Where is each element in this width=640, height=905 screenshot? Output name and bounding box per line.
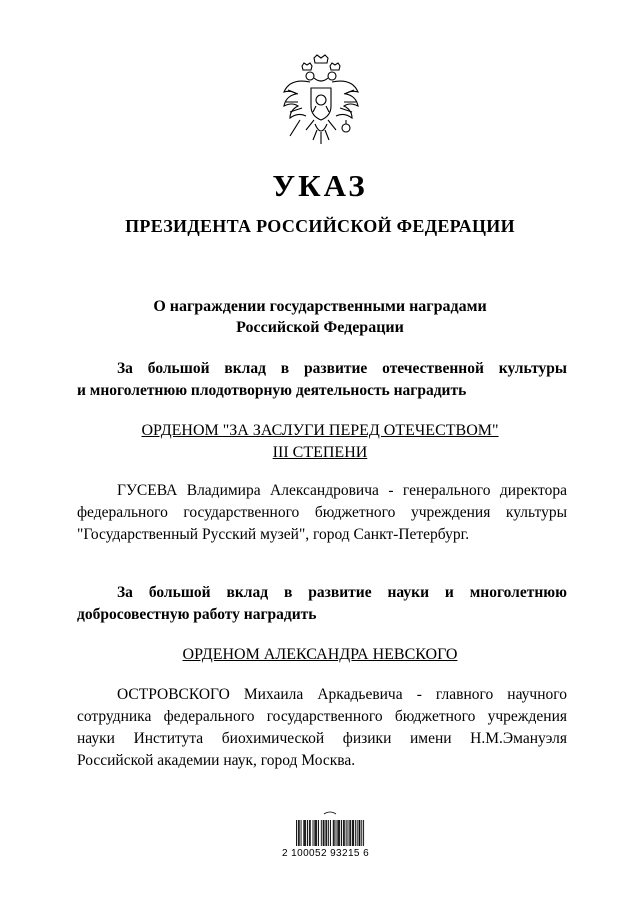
- barcode-bar: [341, 820, 342, 846]
- barcode-number: 2 100052 93215 6: [282, 848, 370, 859]
- document-title: УКАЗ: [272, 168, 368, 203]
- section1-order: [0, 420, 640, 464]
- recipient-line: науки Института биохимической физики имени Н.М.Эмануэля: [77, 730, 567, 747]
- order-degree-line: III СТЕПЕНИ: [272, 444, 368, 461]
- order-name-line: ОРДЕНОМ "ЗА ЗАСЛУГИ ПЕРЕД ОТЕЧЕСТВОМ": [141, 422, 499, 439]
- barcode-bar: [359, 820, 360, 846]
- barcode-bar: [350, 820, 351, 846]
- barcode-bar: [298, 820, 299, 846]
- section1-intro-line: За большой вклад в развитие отечественной культуры: [117, 360, 567, 377]
- section2-recipient: [77, 684, 567, 772]
- barcode-bar: [296, 820, 297, 846]
- barcode-bar: [325, 820, 326, 846]
- barcode-icon: [290, 810, 370, 870]
- barcode-bar: [344, 820, 345, 846]
- barcode-bar: [334, 820, 335, 846]
- recipient-line: сотрудника федерального государственного бюджетного учреждения: [77, 708, 567, 725]
- barcode-bar: [349, 820, 350, 846]
- recipient-line: ГУСЕВА Владимира Александровича - генерального директора: [117, 482, 567, 499]
- barcode-bar: [305, 820, 306, 846]
- barcode-bar: [353, 820, 354, 846]
- barcode-bar: [310, 820, 311, 846]
- barcode-bar: [343, 820, 344, 846]
- decree-topic-line: О награждении государственными наградами: [153, 298, 487, 315]
- barcode-bar: [316, 820, 317, 846]
- decree-topic-line: Российской Федерации: [236, 319, 404, 336]
- section1-recipient: [77, 480, 567, 546]
- document-subtitle: ПРЕЗИДЕНТА РОССИЙСКОЙ ФЕДЕРАЦИИ: [125, 216, 515, 236]
- section2-intro-line: добросовестную работу наградить: [77, 606, 317, 623]
- section2-intro: [77, 582, 567, 626]
- barcode-bar: [352, 820, 353, 846]
- barcode-bar: [330, 820, 331, 846]
- barcode-bar: [346, 820, 347, 846]
- coat-of-arms-icon: [280, 54, 362, 154]
- barcode-bar: [328, 820, 329, 846]
- recipient-line: ОСТРОВСКОГО Михаила Аркадьевича - главного научного: [117, 686, 567, 703]
- barcode-bar: [338, 820, 339, 846]
- section2-intro-line: За большой вклад в развитие науки и многолетнюю: [117, 584, 567, 601]
- barcode-bar: [357, 820, 358, 846]
- barcode-bar: [318, 820, 319, 846]
- order-name-line: ОРДЕНОМ АЛЕКСАНДРА НЕВСКОГО: [182, 646, 458, 663]
- barcode-bar: [359, 820, 360, 846]
- barcode-bar: [309, 820, 310, 846]
- barcode-bar: [363, 820, 364, 846]
- recipient-line: "Государственный Русский музей", город Санкт-Петербург.: [77, 526, 470, 543]
- barcode-bar: [336, 820, 337, 846]
- barcode-bar: [326, 820, 327, 846]
- barcode-bar: [323, 820, 324, 846]
- barcode-bar: [361, 820, 362, 846]
- barcode-bar: [299, 820, 300, 846]
- barcode-bar: [355, 820, 356, 846]
- barcode-bar: [324, 820, 325, 846]
- barcode-bar: [321, 820, 322, 846]
- barcode-bar: [348, 820, 349, 846]
- barcode-bar: [339, 820, 340, 846]
- recipient-line: Российской академии наук, город Москва.: [77, 752, 356, 769]
- barcode-bar: [314, 820, 315, 846]
- barcode-bar: [301, 820, 302, 846]
- barcode-bar: [304, 820, 305, 846]
- recipient-line: федерального государственного бюджетного учреждения культуры: [77, 504, 567, 521]
- barcode-bar: [333, 820, 334, 846]
- section2-order: [0, 644, 640, 666]
- barcode-bar: [315, 820, 316, 846]
- section1-intro: [77, 358, 567, 402]
- decree-topic: [0, 296, 640, 338]
- barcode-bar: [303, 820, 304, 846]
- section1-intro-line: и многолетнюю плодотворную деятельность наградить: [77, 382, 467, 399]
- barcode-bar: [313, 820, 314, 846]
- barcode-bar: [337, 820, 338, 846]
- barcode-bar: [307, 820, 308, 846]
